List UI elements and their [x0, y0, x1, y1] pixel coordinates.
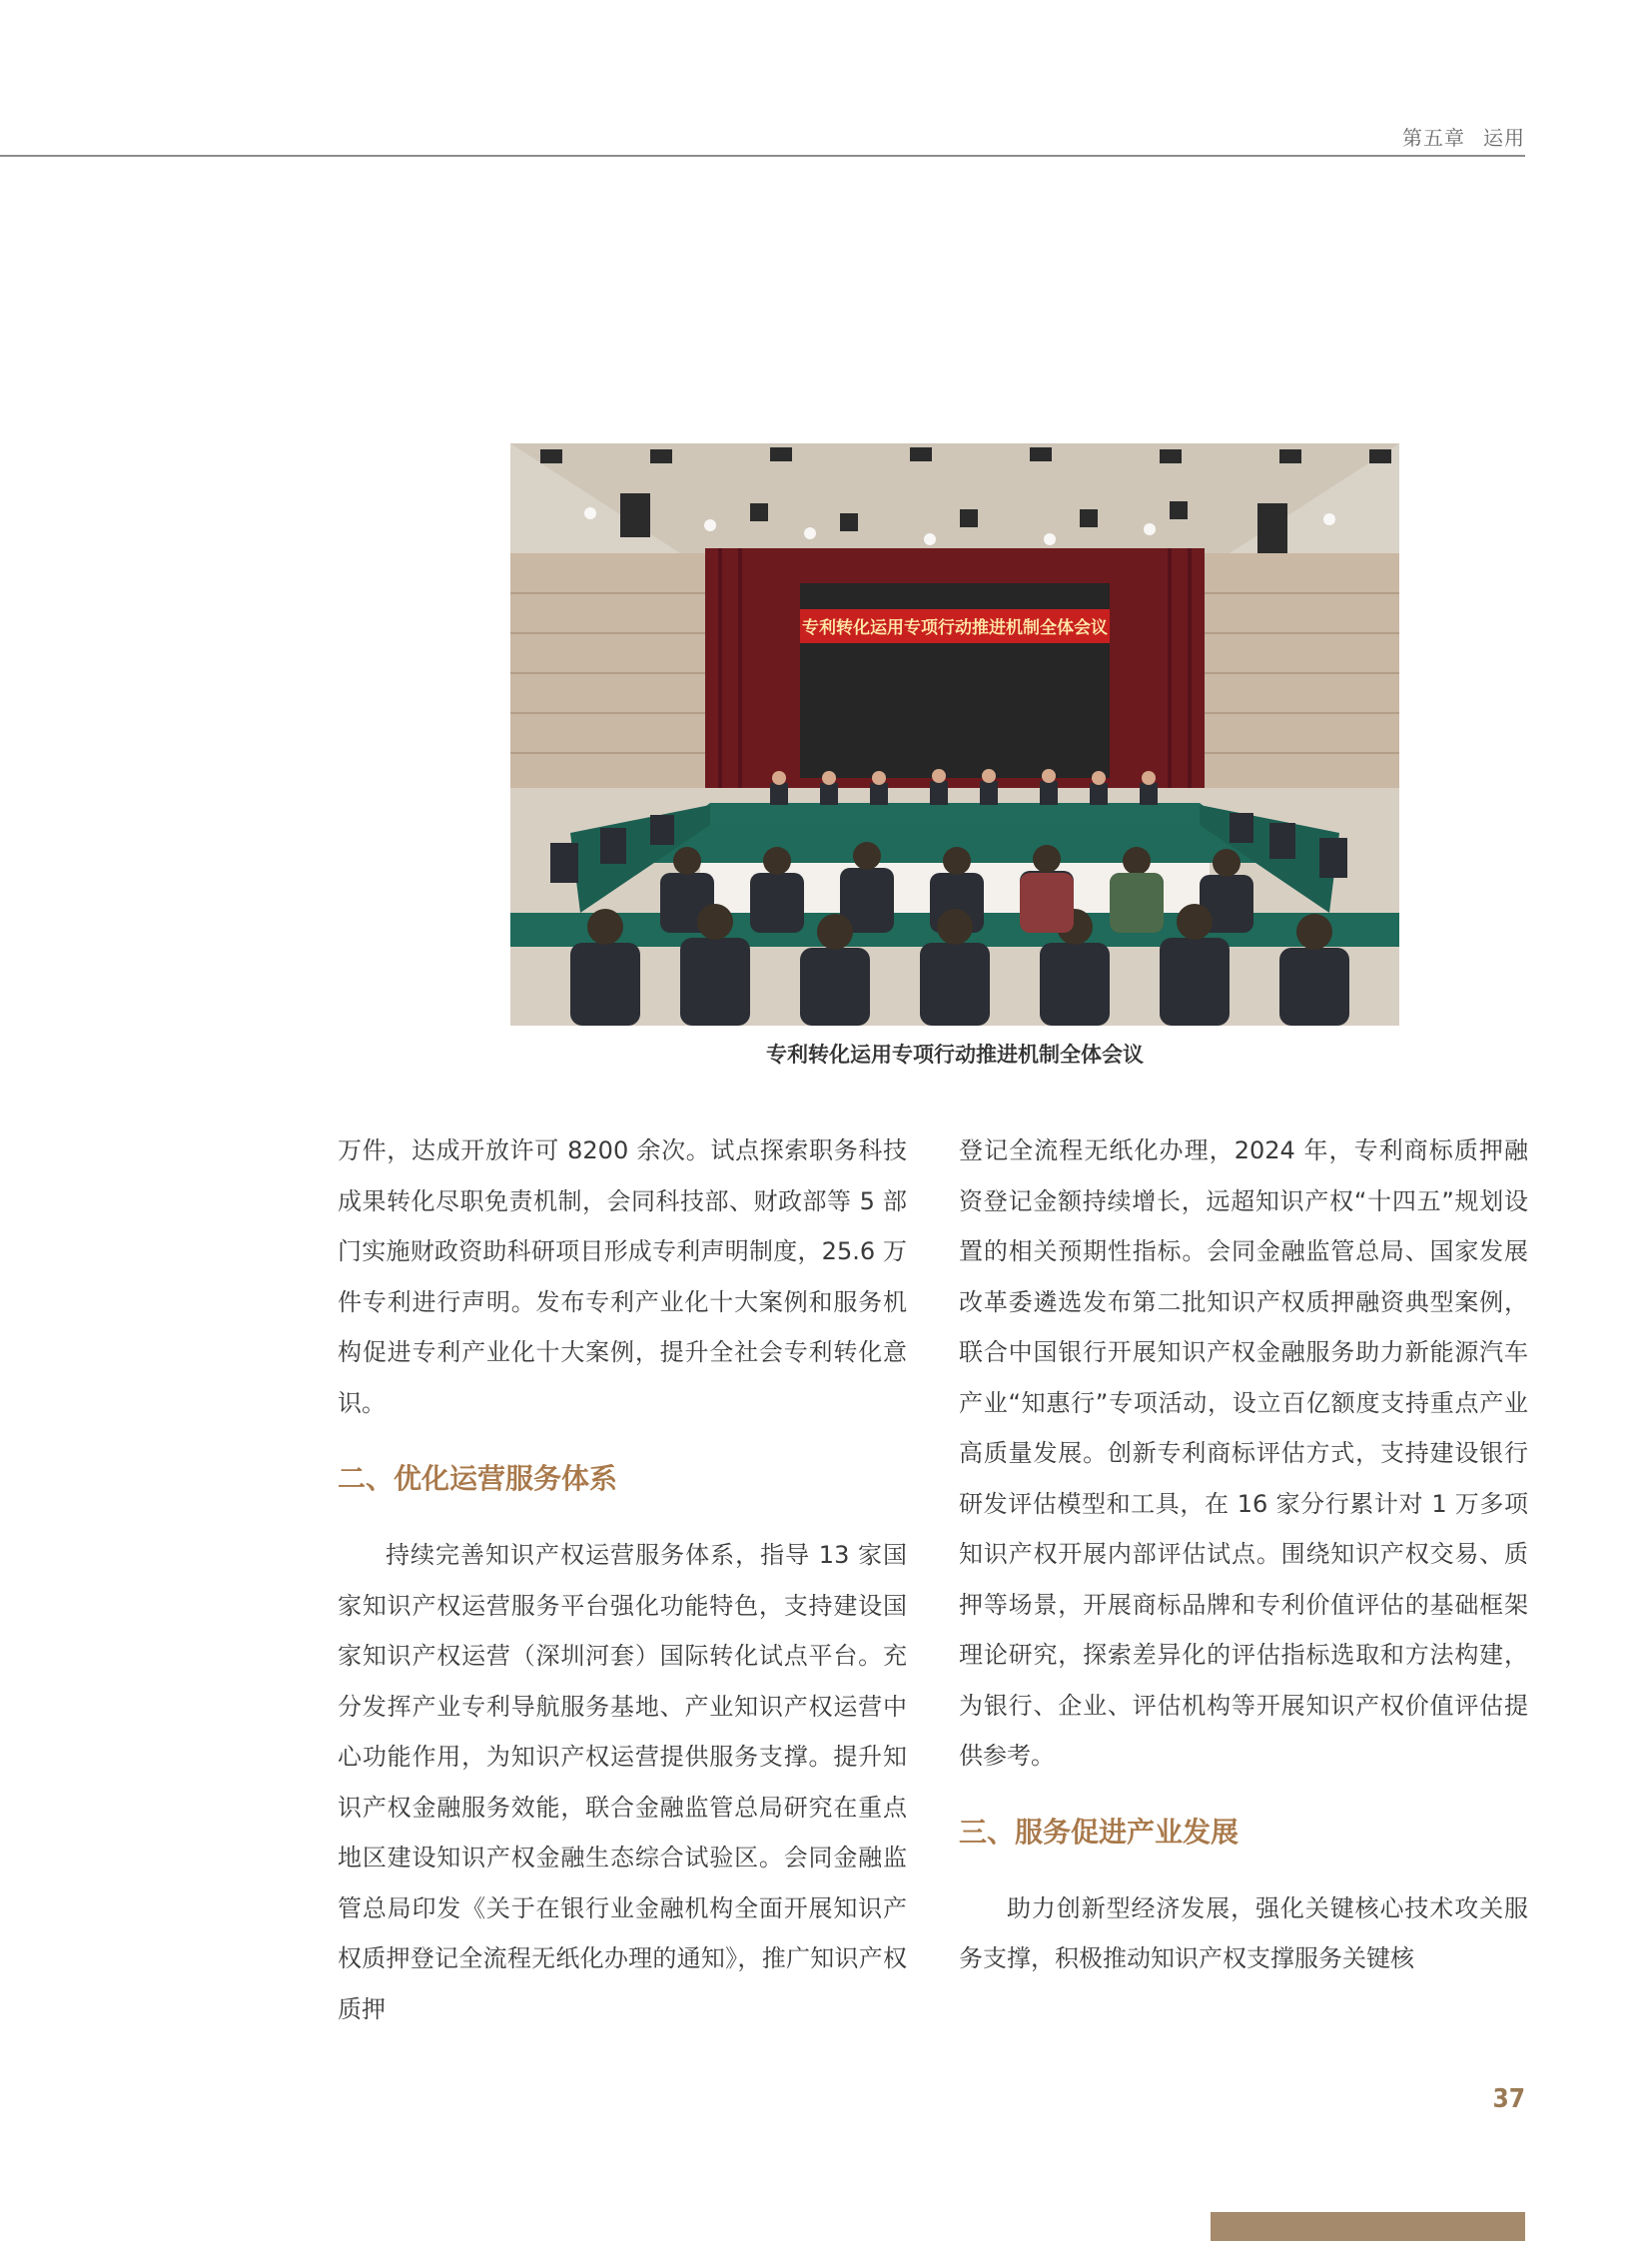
left-paragraph-1: 万件，达成开放许可 8200 余次。试点探索职务科技成果转化尽职免责机制，会同科技部、财政部等 5 部门实施财政资助科研项目形成专利声明制度，25.6 万件专利进行声明。发布专利产业化十大案例和服务机构促进专利产业化十大案例，提升全社会专利转化意识。 [338, 1136, 907, 1417]
header-rule [0, 155, 1525, 157]
photo-caption: 专利转化运用专项行动推进机制全体会议 [766, 1043, 1144, 1067]
left-paragraph-2: 持续完善知识产权运营服务体系，指导 13 家国家知识产权运营服务平台强化功能特色，支持建设国家知识产权运营（深圳河套）国际转化试点平台。充分发挥产业专利导航服务基地、产业知识产权运营中心功能作用，为知识产权运营提供服务支撑。提升知识产权金融服务效能，联合金融监管总局研究在重点地区建设知识产权金融生态综合试验区。会同金融监管总局印发《关于在银行业金融机构全面开展知识产权质押登记全流程无纸化办理的通知》，推广知识产权质押 [338, 1541, 907, 2023]
right-paragraph-1: 登记全流程无纸化办理，2024 年，专利商标质押融资登记金额持续增长，远超知识产权“十四五”规划设置的相关预期性指标。会同金融监管总局、国家发展改革委遴选发布第二批知识产权质押融资典型案例，联合中国银行开展知识产权金融服务助力新能源汽车产业“知惠行”专项活动，设立百亿额度支持重点产业高质量发展。创新专利商标评估方式，支持建设银行研发评估模型和工具，在 16 家分行累计对 1 万多项知识产权开展内部评估试点。围绕知识产权交易、质押等场景，开展商标品牌和专利价值评估的基础框架理论研究，探索差异化的评估指标选取和方法构建，为银行、企业、评估机构等开展知识产权价值评估提供参考。 [959, 1136, 1528, 1770]
footer-color-bar [1211, 2212, 1525, 2241]
meeting-photo-illustration [510, 443, 1399, 1026]
section-heading-2: 二、优化运营服务体系 [338, 1462, 618, 1495]
right-column [959, 1125, 1528, 1984]
meeting-photo [510, 443, 1399, 1026]
right-paragraph-2: 助力创新型经济发展，强化关键核心技术攻关服务支撑，积极推动知识产权支撑服务关键核 [959, 1893, 1528, 1972]
page-number: 37 [1492, 2084, 1525, 2114]
running-head [1402, 122, 1525, 151]
chapter-label: 第五章 [1402, 126, 1465, 150]
section-heading-3: 三、服务促进产业发展 [959, 1815, 1239, 1849]
photo-banner-text: 专利转化运用专项行动推进机制全体会议 [802, 618, 1108, 638]
left-column [338, 1125, 907, 2034]
section-label: 运用 [1483, 126, 1525, 150]
